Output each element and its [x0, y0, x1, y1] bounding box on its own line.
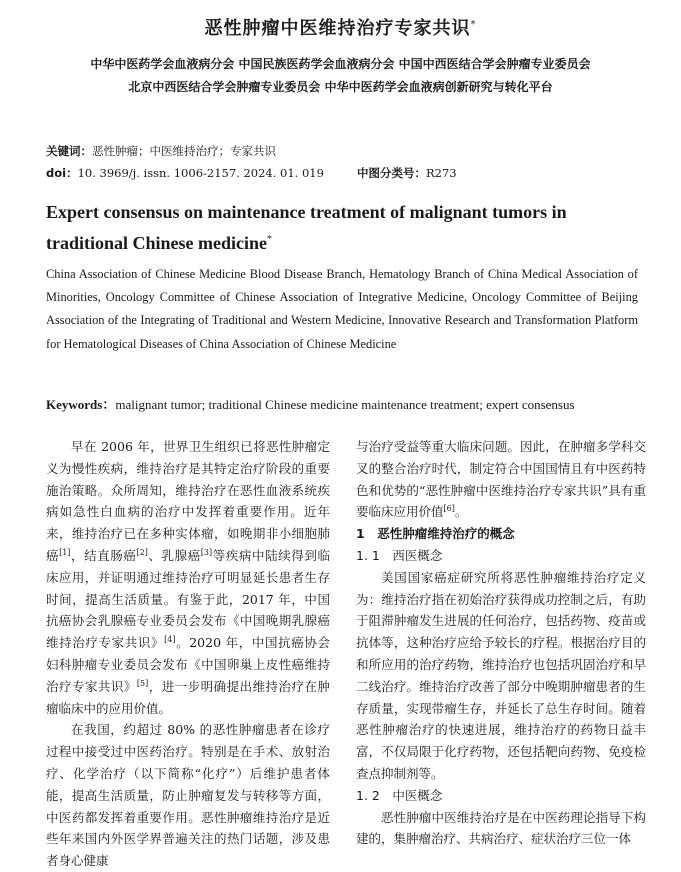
title-footnote-mark: *: [470, 19, 477, 30]
title-en-footnote-mark: *: [267, 234, 272, 245]
doi-value: 10. 3969/j. issn. 1006-2157. 2024. 01. 019: [77, 166, 324, 180]
section-heading-1-1: 1. 1 西医概念: [356, 547, 443, 563]
citation-ref-1[interactable]: [1]: [59, 547, 71, 557]
keywords-cn-label: 关键词：: [46, 144, 92, 158]
keywords-en-label: Keywords：: [46, 397, 116, 412]
body-paragraph-2: 在我国，约超过 80% 的恶性肿瘤患者在诊疗过程中接受过中医药治疗。特别是在手术、放射治疗、化学治疗（以下简称“化疗”）后维护患者体能，提高生活质量，防止肿瘤复发与转移等方面，中医药都发挥着重要作用。恶性肿瘤维持治疗是近些年来国内外医学界普遍关注的热门话题，涉及患者身心健康: [46, 722, 330, 869]
citation-ref-4[interactable]: [4]: [164, 635, 176, 645]
keywords-en: [46, 394, 575, 413]
title-en-line-2-text: traditional Chinese medicine: [46, 233, 267, 253]
affiliation-cn-line-1: 中华中医药学会血液病分会 中国民族医药学会血液病分会 中国中西医结合学会肿瘤专业委员会: [90, 57, 591, 71]
body-column-right: [356, 436, 646, 850]
classification-label: 中图分类号：: [357, 166, 426, 180]
body-paragraph-3: 与治疗受益等重大临床问题。因此，在肿瘤多学科交叉的整合治疗时代，制定符合中国国情且有中医药特色和优势的“恶性肿瘤中医维持治疗专家共识”具有重要临床应用价值[6]。: [356, 439, 646, 520]
title-en-line-2: [46, 226, 646, 257]
citation-ref-6[interactable]: [6]: [443, 504, 455, 514]
classification-line: [357, 165, 457, 181]
classification-value: R273: [426, 166, 457, 180]
section-heading-1-2: 1. 2 中医概念: [356, 787, 443, 803]
affiliation-cn-line-2: 北京中西医结合学会肿瘤专业委员会 中华中医药学会血液病创新研究与转化平台: [128, 80, 553, 94]
keywords-cn: [46, 143, 276, 159]
citation-ref-2[interactable]: [2]: [136, 547, 148, 557]
title-en-line-1: Expert consensus on maintenance treatment of malignant tumors in: [46, 202, 567, 222]
keywords-en-value: malignant tumor; traditional Chinese medicine maintenance treatment; expert consensus: [115, 397, 575, 412]
body-paragraph-5: 恶性肿瘤中医维持治疗是在中医药理论指导下构建的，集肿瘤治疗、共病治疗、症状治疗三位一体: [356, 809, 646, 847]
doi-label: doi：: [46, 166, 78, 180]
body-paragraph-1: 早在 2006 年，世界卫生组织已将恶性肿瘤定义为慢性疾病，维持治疗是其特定治疗阶段的重要施治策略。众所周知，维持治疗在恶性血液系统疾病如急性白血病的治疗中发挥着重要作用。近年来，维持治疗已在多种实体瘤，如晚期非小细胞肺癌[1]，结直肠癌[2]、乳腺癌[3]等疾病中陆续得到临床应用，并证明通过维持治疗可明显延长患者生存时间，提高生活质量。有鉴于此，2017 年，中国抗癌协会乳腺癌专业委员会发布《中国晚期乳腺癌维持治疗专家共识》[4]。2020 年，中国抗癌协会妇科肿瘤专业委员会发布《中国卵巢上皮性癌维持治疗专家共识》[5]，进一步明确提出维持治疗在肿瘤临床中的应用价值。: [46, 439, 330, 716]
citation-ref-3[interactable]: [3]: [200, 547, 213, 557]
body-column-left: [46, 436, 330, 872]
doi-line: [46, 165, 324, 181]
paper-title-cn: [0, 14, 681, 40]
affiliations-en: China Association of Chinese Medicine Blood Disease Branch, Hematology Branch of China Medical Association of Minorities, Oncology Committee of Chinese Association of Integrative Medicine, Oncology Committee of Beijing Association of the Integrating of Traditional and Western Medicine, Innovative Research and Transformation Platform for Hematological Diseases of China Association of Chinese Medicine: [46, 267, 638, 351]
section-heading-1: 1 恶性肿瘤维持治疗的概念: [356, 526, 515, 542]
body-paragraph-4: 美国国家癌症研究所将恶性肿瘤维持治疗定义为：维持治疗指在初始治疗获得成功控制之后，有助于阻滞肿瘤发生进展的任何治疗，包括药物、疫苗或抗体等，这种治疗应给予较长的疗程。根据治疗目的和所应用的治疗药物，维持治疗也包括巩固治疗和早二线治疗。维持治疗改善了部分中晚期肿瘤患者的生存质量，实现带瘤生存，并延长了总生存时间。随着恶性肿瘤治疗的快速进展，维持治疗的药物日益丰富，不仅局限于化疗药物，还包括靶向药物、免疫检查点抑制剂等。: [356, 569, 646, 781]
citation-ref-5[interactable]: [5]: [136, 678, 149, 688]
paper-title-en: [46, 198, 646, 257]
keywords-cn-value: 恶性肿瘤；中医维持治疗；专家共识: [92, 144, 276, 158]
title-cn-text: 恶性肿瘤中医维持治疗专家共识: [204, 18, 471, 39]
